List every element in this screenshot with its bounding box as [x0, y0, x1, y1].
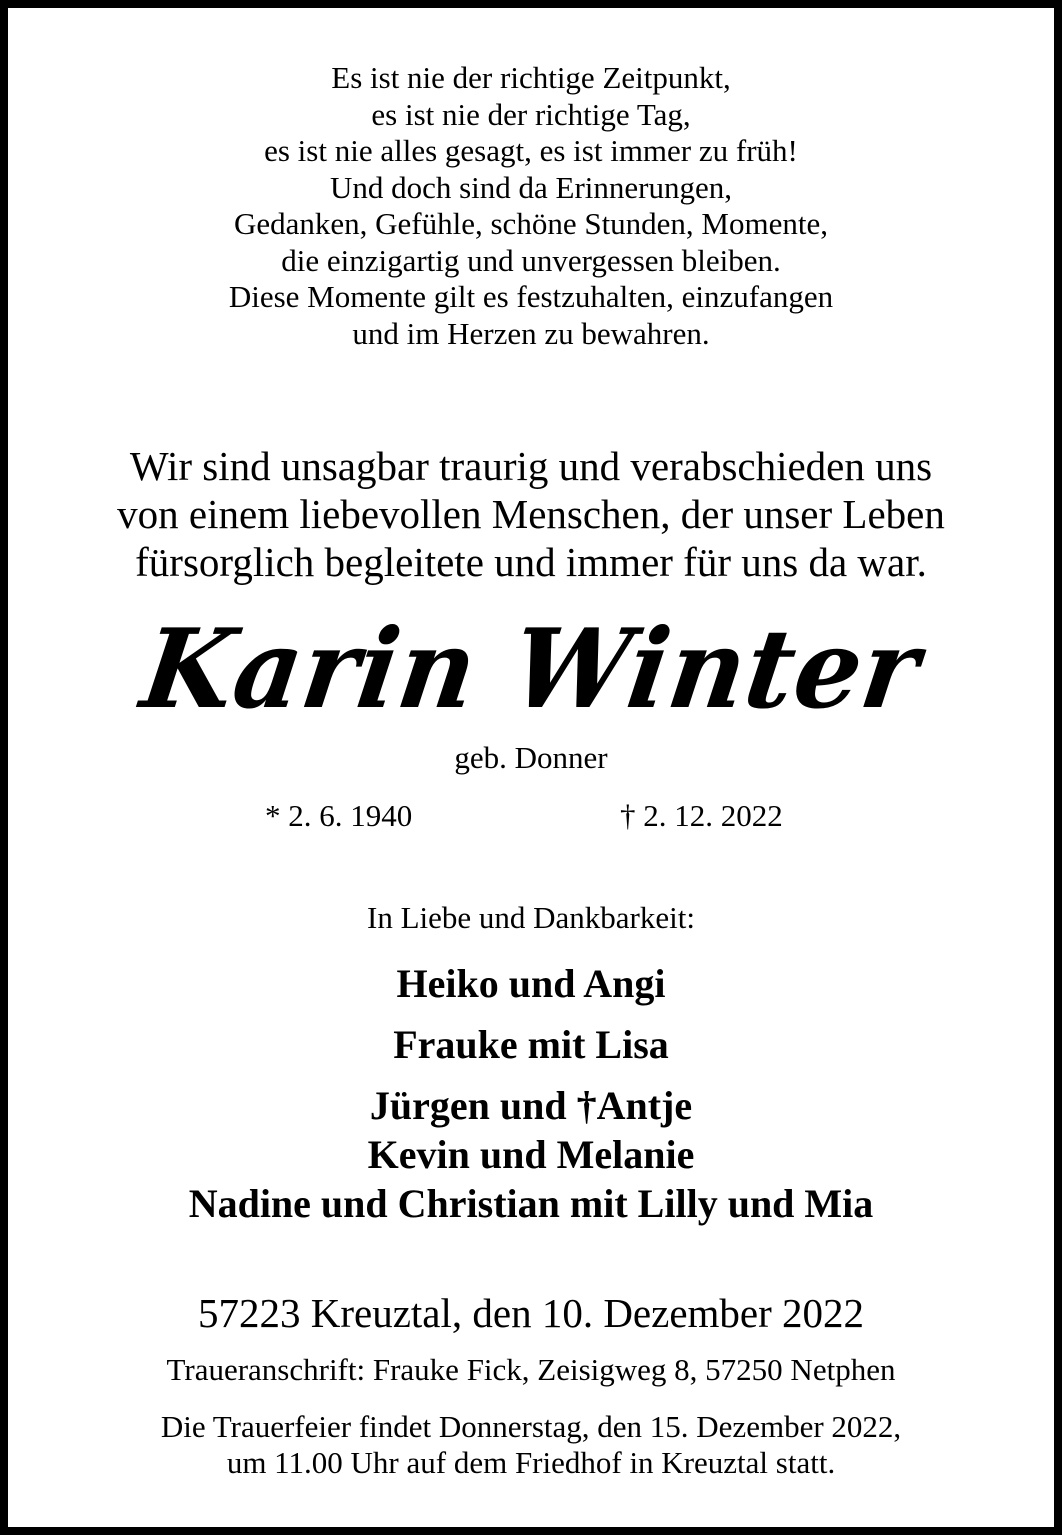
ceremony-line: um 11.00 Uhr auf dem Friedhof in Kreuztal statt.: [226, 1445, 836, 1480]
poem-line: es ist nie alles gesagt, es ist immer zu früh!: [264, 133, 798, 168]
poem-line: Es ist nie der richtige Zeitpunkt,: [331, 60, 731, 95]
deceased-name: Karin Winter: [134, 603, 928, 734]
death-date: † 2. 12. 2022: [620, 798, 783, 833]
birth-date: * 2. 6. 1940: [265, 798, 413, 833]
poem-line: Gedanken, Gefühle, schöne Stunden, Momente,: [233, 206, 828, 241]
poem: [8, 60, 1054, 352]
mourner-line: Frauke mit Lisa: [393, 1022, 669, 1067]
mourner-line: Kevin und Melanie: [367, 1132, 695, 1177]
place-and-date: 57223 Kreuztal, den 10. Dezember 2022: [197, 1290, 865, 1336]
intro-line: von einem liebevollen Menschen, der unser Leben: [117, 491, 945, 537]
poem-line: die einzigartig und unvergessen bleiben.: [281, 242, 781, 278]
poem-line: Und doch sind da Erinnerungen,: [329, 169, 733, 205]
poem-line: und im Herzen zu bewahren.: [352, 315, 710, 351]
mourner-line: Jürgen und †Antje: [369, 1083, 693, 1128]
intro-line: Wir sind unsagbar traurig und verabschieden uns: [129, 443, 933, 489]
mourning-address: Traueranschrift: Frauke Fick, Zeisigweg 8, 57250 Netphen: [166, 1352, 896, 1387]
intro-text: [8, 442, 1054, 586]
poem-line: es ist nie der richtige Tag,: [371, 96, 691, 132]
thanks-line: In Liebe und Dankbarkeit:: [367, 900, 695, 935]
poem-line: Diese Momente gilt es festzuhalten, einzufangen: [228, 279, 834, 314]
birth-name: geb. Donner: [454, 740, 608, 775]
funeral-ceremony-info: [8, 1409, 1054, 1481]
mourner-line: Nadine und Christian mit Lilly und Mia: [188, 1181, 874, 1226]
ceremony-line: Die Trauerfeier findet Donnerstag, den 15. Dezember 2022,: [160, 1409, 902, 1444]
mourner-line: Heiko und Angi: [396, 961, 666, 1006]
intro-line: fürsorglich begleitete und immer für uns da war.: [135, 539, 927, 585]
